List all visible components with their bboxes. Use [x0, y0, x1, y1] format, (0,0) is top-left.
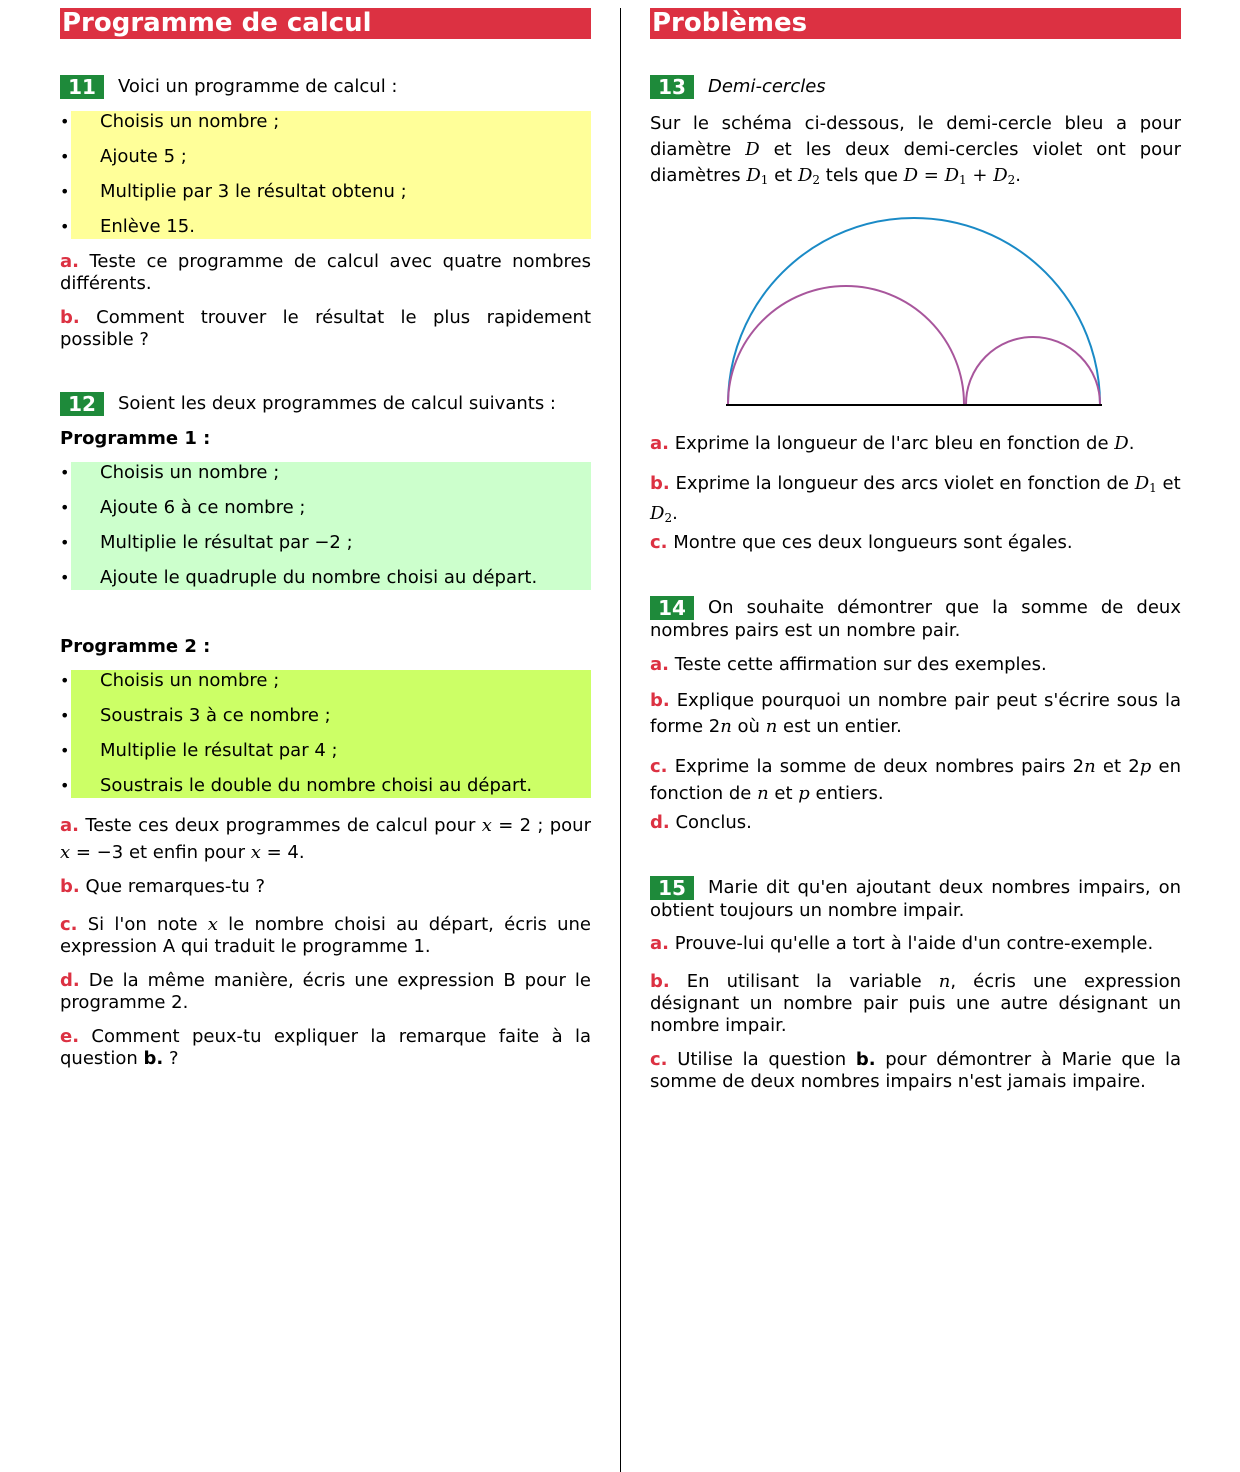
program-steps-ex11 [60, 111, 591, 251]
question-d: d. De la même manière, écris une expression B pour le programme 2. [60, 970, 591, 1013]
programme-2-title: Programme 2 : [60, 636, 211, 657]
exercise-number-badge: 12 [60, 392, 104, 416]
list-item: • Multiplie le résultat par 4 ; [60, 740, 591, 775]
question-c: c. Exprime la somme de deux nombres pairs 2n et 2p en fonction de n et p entiers. [650, 756, 1181, 804]
list-item: • Ajoute le quadruple du nombre choisi au départ. [60, 567, 591, 602]
violet-semicircle-1 [728, 286, 964, 404]
question-d: d. Conclus. [650, 812, 752, 833]
question-b: b. En utilisant la variable n, écris une expression désignant un nombre pair puis une autre désignant un nombre impair. [650, 971, 1181, 1036]
question-a: a. Teste ce programme de calcul avec quatre nombres différents. [60, 251, 591, 294]
column-divider [620, 8, 621, 1472]
question-c: c. Montre que ces deux longueurs sont égales. [650, 532, 1073, 553]
section-title-programme: Programme de calcul [60, 8, 591, 39]
exercise-intro: Voici un programme de calcul : [118, 76, 398, 97]
question-b: b. Explique pourquoi un nombre pair peut s'écrire sous la forme 2n où n est un entier. [650, 690, 1181, 737]
exercise-12-header [60, 392, 591, 416]
program-steps-2 [60, 670, 591, 810]
question-b: b. Comment trouver le résultat le plus rapidement possible ? [60, 307, 591, 350]
programme-1-title: Programme 1 : [60, 428, 211, 449]
violet-semicircle-2 [966, 337, 1100, 404]
exercise-title: Demi-cercles [708, 76, 826, 97]
exercise-number-badge: 15 [650, 876, 694, 900]
exercise-number-badge: 13 [650, 75, 694, 99]
list-item: • Choisis un nombre ; [60, 462, 591, 497]
right-column [650, 8, 1181, 1092]
exercise-number-badge: 14 [650, 596, 694, 620]
list-item: • Multiplie par 3 le résultat obtenu ; [60, 181, 591, 216]
list-item: • Choisis un nombre ; [60, 670, 591, 705]
list-item: • Ajoute 5 ; [60, 146, 591, 181]
exercise-intro: Soient les deux programmes de calcul suivants : [118, 393, 556, 414]
list-item: • Soustrais 3 à ce nombre ; [60, 705, 591, 740]
question-e: e. Comment peux-tu expliquer la remarque faite à la question b. ? [60, 1026, 591, 1069]
semicircles-diagram [650, 203, 1181, 418]
question-c: c. Utilise la question b. pour démontrer à Marie que la somme de deux nombres impairs n'est jamais impaire. [650, 1049, 1181, 1092]
exercise-13-statement: Sur le schéma ci-dessous, le demi-cercle bleu a pour diamètre D et les deux demi-cercles violet ont pour diamètres $D_1$ et $D_2$ tels que $D = D_1 + D_2$. [650, 113, 1181, 187]
question-a: a. Teste cette affirmation sur des exemples. [650, 654, 1047, 675]
question-c: c. Si l'on note x le nombre choisi au départ, écris une expression A qui traduit le programme 1. [60, 914, 592, 957]
question-b: b. Exprime la longueur des arcs violet en fonction de $D_1$ et $D_2$. [650, 473, 1181, 525]
program-steps-1 [60, 462, 591, 602]
list-item: • Soustrais le double du nombre choisi au départ. [60, 775, 591, 810]
question-a: a. Teste ces deux programmes de calcul pour x = 2 ; pour x = −3 et enfin pour x = 4. [60, 815, 591, 863]
exercise-11-header [60, 75, 591, 99]
exercise-number-badge: 11 [60, 75, 104, 99]
list-item: • Multiplie le résultat par −2 ; [60, 532, 591, 567]
exercise-15-header [650, 876, 1181, 922]
exercise-13-header [650, 75, 1181, 99]
question-a: a. Prouve-lui qu'elle a tort à l'aide d'un contre-exemple. [650, 933, 1154, 954]
question-b: b. Que remarques-tu ? [60, 876, 266, 897]
left-column [60, 8, 592, 1069]
question-a: a. Exprime la longueur de l'arc bleu en fonction de D. [650, 433, 1135, 454]
list-item: • Ajoute 6 à ce nombre ; [60, 497, 591, 532]
list-item: • Enlève 15. [60, 216, 591, 251]
list-item: • Choisis un nombre ; [60, 111, 591, 146]
exercise-intro: Marie dit qu'en ajoutant deux nombres impairs, on obtient toujours un nombre impair. [650, 877, 1181, 921]
exercise-intro: On souhaite démontrer que la somme de deux nombres pairs est un nombre pair. [650, 597, 1181, 641]
blue-semicircle [728, 218, 1100, 404]
exercise-14-header [650, 596, 1181, 642]
section-title-problemes: Problèmes [650, 8, 1181, 39]
